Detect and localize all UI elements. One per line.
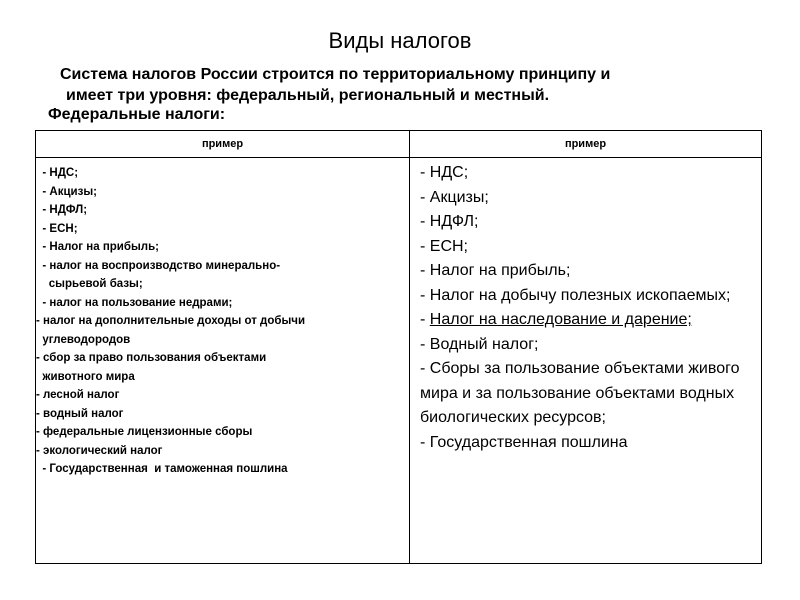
left-column-list (36, 164, 406, 479)
right-column-list (420, 161, 750, 455)
right-list-item: - Акцизы; (420, 188, 489, 206)
left-list-item: - налог на пользование недрами; (36, 296, 233, 309)
left-list-item: - НДС; (36, 167, 79, 179)
right-list-item: - Государственная пошлина (420, 433, 628, 451)
right-list-item: - НДС; (420, 164, 469, 181)
left-list-item: углеводородов (36, 333, 131, 346)
left-list-item: - федеральные лицензионные сборы (36, 426, 253, 438)
right-list-item: - Водный налог; (420, 335, 539, 353)
left-list-item: - Налог на прибыль; (36, 241, 159, 253)
right-list-item: - Налог на добычу полезных ископаемых; (420, 286, 731, 304)
intro-line-1: Система налогов России строится по территориальному принципу и (60, 66, 611, 83)
right-list-item: - ЕСН; (420, 237, 468, 255)
left-list-item: - Акцизы; (36, 185, 97, 198)
page-title: Виды налогов (328, 28, 472, 53)
left-list-item: - налог на воспроизводство минерально- (36, 259, 281, 272)
table-header-row (36, 131, 761, 158)
left-list-item: - налог на дополнительные доходы от добычи (36, 315, 306, 327)
left-list-item: - водный налог (36, 407, 124, 420)
intro-text (60, 64, 780, 106)
left-list-item: - сбор за право пользования объектами (36, 352, 267, 364)
left-list-item: - НДФЛ; (36, 204, 88, 216)
left-list-item: животного мира (36, 370, 135, 383)
column-header-right: пример (564, 138, 607, 150)
right-list-item: - Налог на наследование и дарение; (420, 311, 692, 328)
left-list-item: - Государственная и таможенная пошлина (36, 463, 288, 475)
section-subheading: Федеральные налоги: (48, 106, 226, 123)
right-list-item: - Налог на прибыль; (420, 262, 571, 279)
left-list-item: - лесной налог (36, 389, 120, 401)
right-list-item: - НДФЛ; (420, 213, 479, 230)
left-list-item: сырьевой базы; (36, 278, 143, 290)
left-list-item: - ЕСН; (36, 222, 78, 235)
column-divider (409, 157, 410, 563)
column-header-left: пример (36, 131, 410, 157)
left-list-item: - экологический налог (36, 444, 163, 457)
intro-line-2: имеет три уровня: федеральный, региональный и местный. (66, 87, 550, 104)
right-list-item: - Сборы за пользование объектами живого мира и за пользование объектами водных биологических ресурсов; (420, 360, 740, 426)
federal-taxes-table (35, 130, 762, 564)
